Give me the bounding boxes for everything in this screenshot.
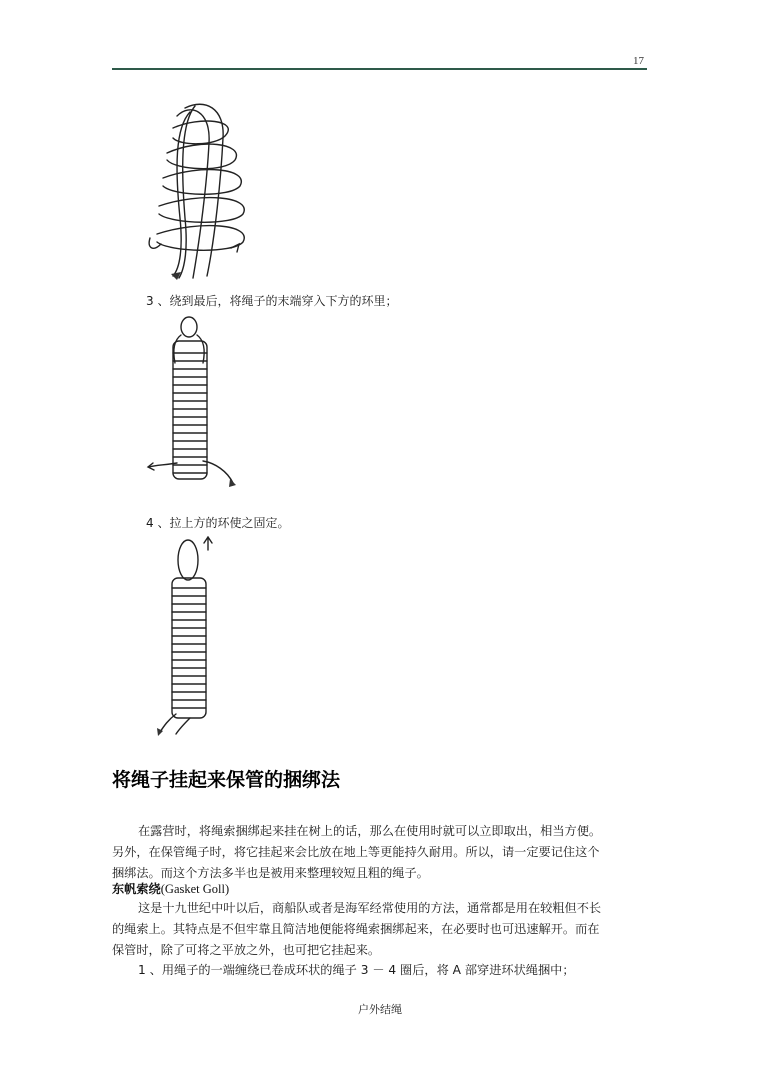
gasket-line: 这是十九世纪中叶以后，商船队或者是海军经常使用的方法，通常都是用在较粗但不长 <box>138 901 602 915</box>
intro-line: 捆绑法。而这个方法多半也是被用来整理较短且粗的绳子。 <box>112 866 429 880</box>
page-number: 17 <box>633 55 644 67</box>
coil-through-loop-illustration <box>145 313 245 493</box>
step-1: 1 、用绳子的一端缠绕已卷成环状的绳子 3 － 4 圈后，将 A 部穿进环状绳捆中； <box>138 963 575 977</box>
figure-coiling-rope <box>145 98 255 283</box>
intro-paragraph <box>112 821 652 884</box>
gasket-line: 保管时，除了可将之平放之外，也可把它挂起来。 <box>112 943 381 957</box>
caption-step-4: 4 、拉上方的环使之固定。 <box>146 516 290 530</box>
subheading-english: (Gasket Goll) <box>160 882 230 896</box>
figure-coil-end-through-loop <box>145 313 245 493</box>
subheading-chinese: 东帆索绕 <box>112 882 161 896</box>
gasket-line: 的绳索上。其特点是不但牢靠且简洁地便能将绳索捆绑起来，在必要时也可迅速解开。而在 <box>112 922 600 936</box>
section-title: 将绳子挂起来保管的捆绑法 <box>112 769 341 791</box>
intro-line: 在露营时，将绳索捆绑起来挂在树上的话，那么在使用时就可以立即取出，相当方便。 <box>138 824 602 838</box>
header-rule <box>112 68 647 70</box>
caption-step-3: 3 、绕到最后，将绳子的末端穿入下方的环里； <box>146 294 398 308</box>
footer-text: 户外结绳 <box>358 1003 402 1016</box>
coiling-rope-illustration <box>145 98 255 283</box>
intro-line: 另外，在保管绳子时，将它挂起来会比放在地上等更能持久耐用。所以，请一定要记住这个 <box>112 845 600 859</box>
figure-coil-tightened <box>150 536 230 736</box>
subheading-gasket-coil <box>112 880 229 897</box>
coil-tightened-illustration <box>150 536 230 736</box>
rope-end-mark <box>229 479 236 487</box>
gasket-coil-paragraph <box>112 898 652 961</box>
